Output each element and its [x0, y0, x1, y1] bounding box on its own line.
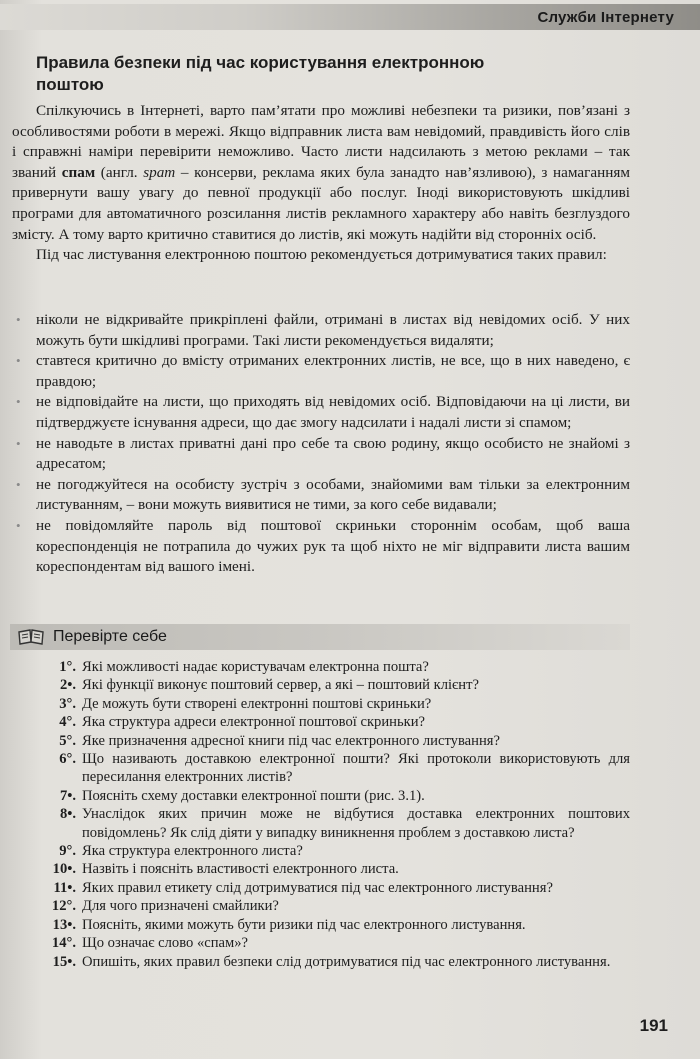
question-item [36, 713, 630, 731]
question-number: 13•. [52, 916, 76, 933]
question-number: 1°. [59, 659, 76, 675]
question-number: 2•. [59, 677, 76, 694]
question-text: Поясніть схему доставки електронної пошти (рис. 3.1). [82, 787, 425, 804]
intro-text-2: (англ. [95, 163, 144, 181]
question-item [36, 695, 630, 713]
header-title: Служби Інтернету [537, 9, 674, 26]
rules-intro: Під час листування електронною поштою рекомендується дотримуватися таких правил: [36, 246, 607, 264]
section-body [12, 101, 630, 266]
question-text: Назвіть і поясніть властивості електронного листа. [82, 861, 399, 878]
term-spam: спам [61, 163, 96, 181]
questions-list [36, 658, 630, 971]
question-text: Яка структура адреси електронної поштової скриньки? [82, 714, 425, 731]
question-number: 11•. [53, 879, 76, 896]
intro-paragraph [12, 101, 630, 245]
question-text: Для чого призначені смайлики? [82, 898, 279, 915]
question-number: 15•. [52, 953, 76, 970]
question-text: Які можливості надає користувачам електронна пошта? [82, 659, 429, 675]
question-text: Яке призначення адресної книги під час електронного листування? [82, 732, 500, 749]
bullet-icon: • [16, 435, 21, 451]
rule-item [12, 516, 630, 578]
question-text: Опишіть, яких правил безпеки слід дотримуватися під час електронного листування. [82, 953, 611, 970]
question-number: 6°. [59, 751, 76, 768]
bullet-icon: • [16, 394, 21, 410]
question-item [36, 934, 630, 952]
question-text: Які функції виконує поштовий сервер, а які – поштовий клієнт? [82, 677, 479, 694]
rule-text: ставтеся критично до вмісту отриманих електронних листів, не все, що в них наведено, є правдою; [36, 352, 630, 390]
bullet-icon: • [16, 312, 21, 327]
question-number: 9°. [59, 843, 76, 860]
page-number: 191 [639, 1016, 668, 1035]
term-spam-en: spam [143, 163, 176, 181]
rule-item [12, 434, 630, 475]
question-text: Унаслідок яких причин може не відбутися доставка електронних поштових повідомлень? Як слід діяти у випадку виникнення проблем з доставкою листа? [82, 806, 630, 841]
question-item [36, 860, 630, 878]
question-number: 7•. [59, 787, 76, 804]
bullet-icon: • [16, 476, 21, 492]
question-text: Що називають доставкою електронної пошти? Які протоколи використовують для пересилання електронних листів? [82, 751, 630, 786]
question-item [36, 916, 630, 934]
question-text: Що означає слово «спам»? [82, 935, 249, 952]
intro-text-1: Спілкуючись в Інтернеті, варто пам’ятати про можливі небезпеки та ризики, пов’язані з особливостями роботи в мережі. Якщо відправник листа вам невідомий, правдивість його слів і справжні наміри перевірити неможливо. Часто листи надсилають з метою реклами – так званий [12, 102, 630, 181]
question-number: 5°. [59, 732, 76, 749]
rule-item [12, 351, 630, 392]
rules-list [12, 310, 630, 578]
question-number: 14°. [51, 935, 76, 952]
bullet-icon: • [16, 517, 21, 533]
question-item [36, 750, 630, 787]
question-item [36, 953, 630, 971]
question-item [36, 879, 630, 897]
rule-item [12, 475, 630, 516]
rule-text: ніколи не відкривайте прикріплені файли, отримані в листах від невідомих осіб. У них можуть бути шкідливі програми. Такі листи рекомендується видаляти; [36, 311, 630, 349]
intro-text-3: – консерви, реклама яких була занадто нав’язливою), з намаганням привернути вашу увагу до певної продукції або послуг. Іноді використовують шкідливі програми для автоматичного розсилання листів рекламного характеру або навіть безглуздого змісту. А тому варто критично ставитися до листів, які можуть надійти від сторонніх осіб. [12, 163, 630, 243]
question-item [36, 676, 630, 694]
question-item [36, 732, 630, 750]
question-item [36, 658, 630, 676]
question-text: Де можуть бути створені електронні поштові скриньки? [82, 695, 432, 712]
question-number: 10•. [52, 861, 76, 878]
question-number: 12°. [51, 898, 76, 915]
question-number: 8•. [59, 806, 76, 823]
question-text: Поясніть, якими можуть бути ризики під час електронного листування. [82, 916, 526, 933]
question-item [36, 805, 630, 842]
rule-text: не повідомляйте пароль від поштової скриньки стороннім особам, щоб ваша кореспонденція не потрапила до чужих рук та щоб ніхто не міг відправити листа вашим кореспондентам від вашого імені. [36, 516, 630, 576]
self-check-title: Перевірте себе [53, 628, 167, 645]
question-number: 3°. [59, 695, 76, 712]
question-text: Яка структура електронного листа? [82, 843, 303, 860]
book-icon [17, 628, 45, 646]
rule-item [12, 392, 630, 433]
rule-item [12, 310, 630, 351]
question-number: 4°. [59, 714, 76, 731]
rule-text: не відповідайте на листи, що приходять від невідомих осіб. Відповідаючи на ці листи, ви підтверджуєте існування адреси, що дає змогу надсилати і надалі листи зі спамом; [36, 393, 630, 431]
rule-text: не наводьте в листах приватні дані про себе та свою родину, якщо особисто не знайомі з адресатом; [36, 434, 630, 473]
question-item [36, 897, 630, 915]
bullet-icon: • [16, 353, 21, 369]
section-title: Правила безпеки під час користування електронною поштою [36, 53, 485, 94]
question-item [36, 842, 630, 860]
rule-text: не погоджуйтеся на особисту зустріч з особами, знайомими вам тільки за електронним листуванням, – вони можуть виявитися не тими, за кого себе видавали; [36, 475, 630, 514]
question-text: Яких правил етикету слід дотримуватися під час електронного листування? [82, 879, 553, 896]
question-item [36, 787, 630, 805]
